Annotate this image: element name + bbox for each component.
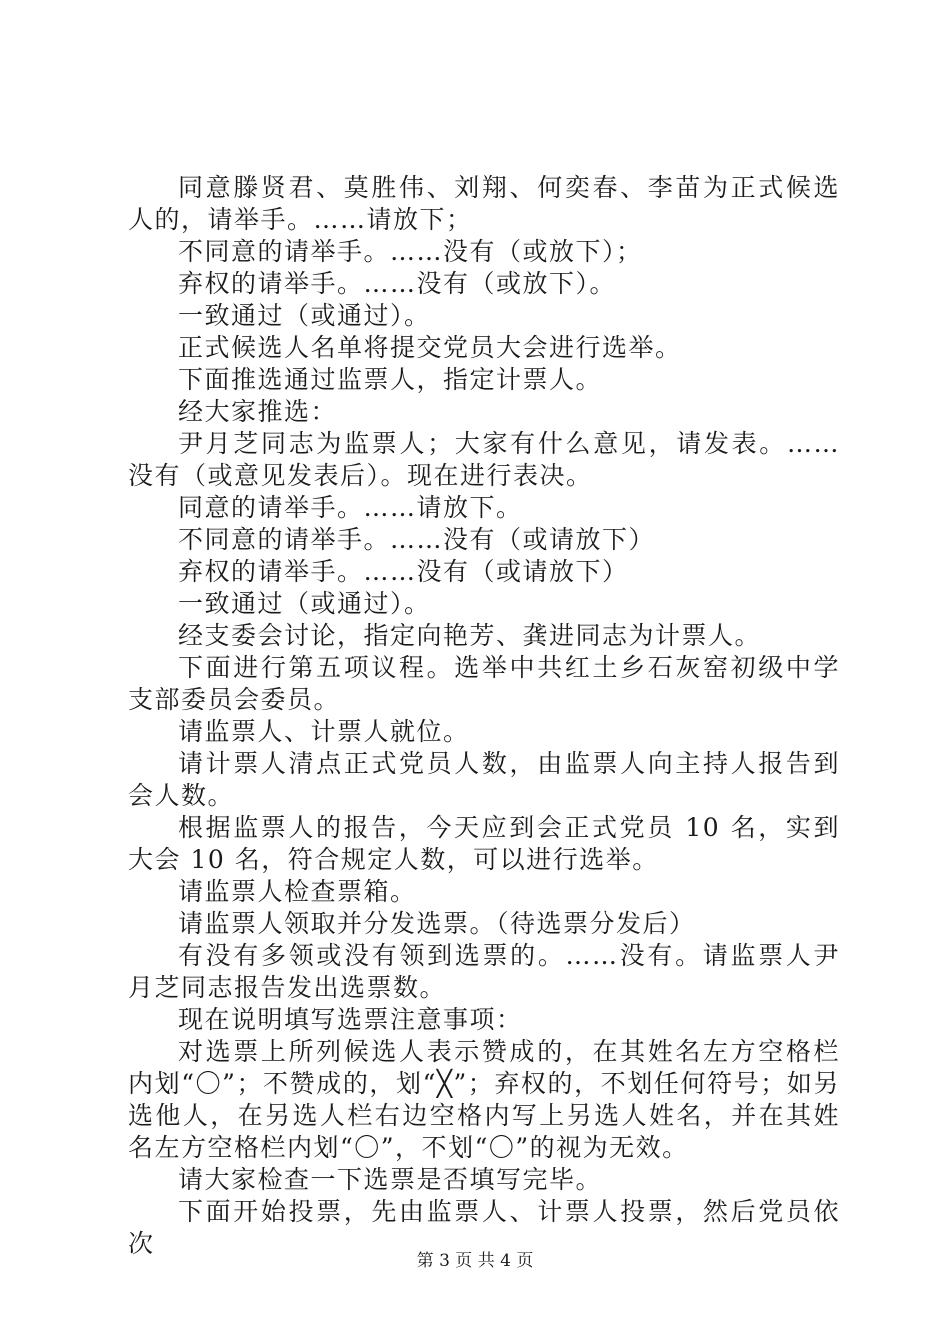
page-footer: 第 3 页 共 4 页	[416, 1251, 534, 1271]
paragraph: 下面开始投票，先由监票人、计票人投票，然后党员依次	[128, 1197, 840, 1258]
paragraph: 下面进行第五项议程。选举中共红土乡石灰窑初级中学支部委员会委员。	[128, 653, 840, 714]
paragraph: 一致通过（或通过）。	[178, 589, 431, 618]
paragraph: 尹月芝同志为监票人；大家有什么意见，请发表。……没有（或意见发表后）。现在进行表决。	[128, 429, 840, 490]
paragraph: 正式候选人名单将提交党员大会进行选举。	[178, 333, 682, 362]
paragraph: 请大家检查一下选票是否填写完毕。	[178, 1165, 603, 1194]
paragraph: 弃权的请举手。……没有（或请放下）	[178, 557, 629, 586]
paragraph: 不同意的请举手。……没有（或放下）；	[178, 237, 643, 266]
paragraph: 经大家推选：	[178, 397, 338, 426]
paragraph: 请监票人检查票箱。	[178, 877, 417, 906]
paragraph: 对选票上所列候选人表示赞成的，在其姓名左方空格栏内划“〇”；不赞成的，划“╳”；弃权的，不划任何符号；如另选他人，在另选人栏右边空格内写上另选人姓名，并在其姓名左方空格栏内划“〇”，不划“〇”的视为无效。	[128, 1037, 840, 1162]
paragraph: 请监票人领取并分发选票。（待选票分发后）	[178, 909, 696, 938]
paragraph: 现在说明填写选票注意事项：	[178, 1005, 523, 1034]
paragraph: 请监票人、计票人就位。	[178, 717, 470, 746]
paragraph: 请计票人清点正式党员人数，由监票人向主持人报告到会人数。	[128, 749, 840, 810]
paragraph: 有没有多领或没有领到选票的。……没有。请监票人尹月芝同志报告发出选票数。	[128, 941, 840, 1002]
paragraph: 经支委会讨论，指定向艳芳、龚进同志为计票人。	[178, 621, 762, 650]
paragraph: 根据监票人的报告，今天应到会正式党员 10 名，实到大会 10 名，符合规定人数，可以进行选举。	[128, 813, 840, 874]
paragraph: 一致通过（或通过）。	[178, 301, 431, 330]
paragraph: 同意的请举手。……请放下。	[178, 493, 523, 522]
document-body	[128, 172, 840, 1260]
paragraph: 弃权的请举手。……没有（或放下）。	[178, 269, 617, 298]
paragraph: 不同意的请举手。……没有（或请放下）	[178, 525, 656, 554]
paragraph: 同意滕贤君、莫胜伟、刘翔、何奕春、李苗为正式候选人的，请举手。……请放下；	[128, 173, 840, 234]
paragraph: 下面推选通过监票人，指定计票人。	[178, 365, 603, 394]
